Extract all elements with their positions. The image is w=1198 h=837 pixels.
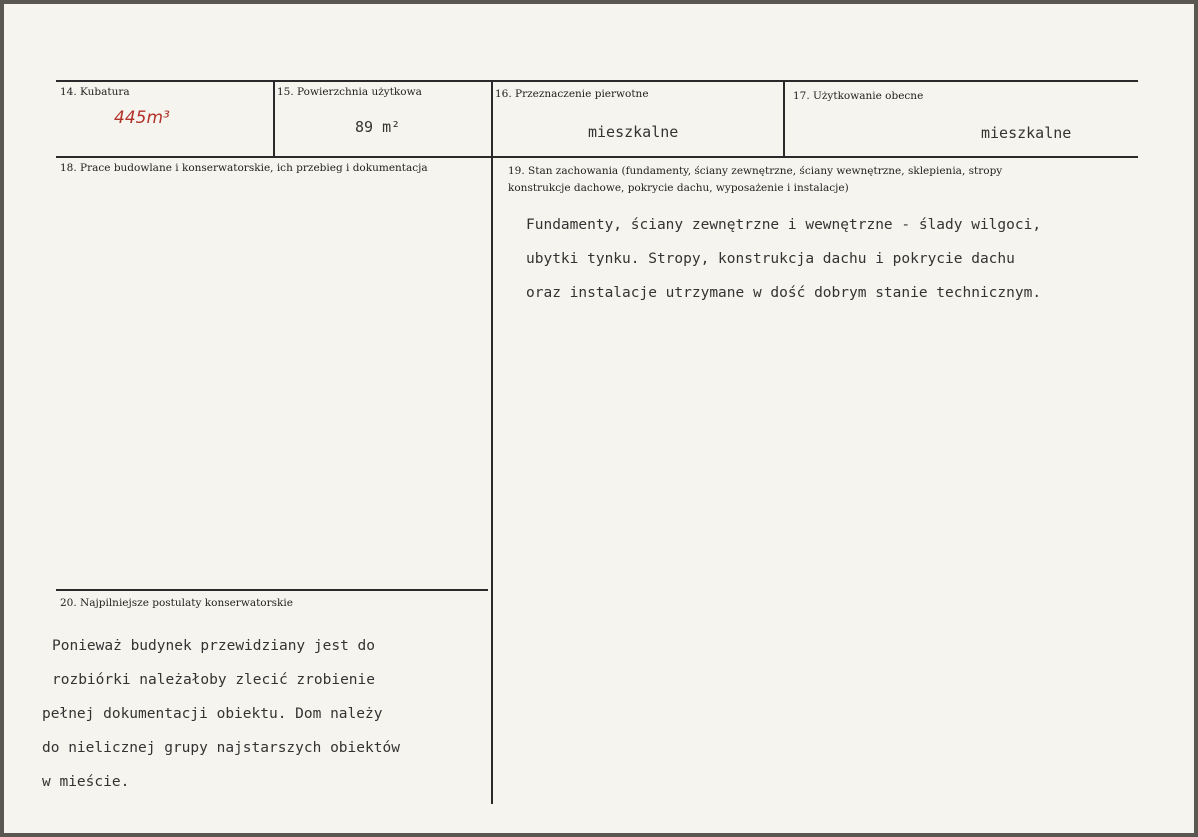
form-sheet xyxy=(4,4,1194,833)
header-row-bottom-rule xyxy=(56,156,1138,158)
stan-line-2: ubytki tynku. Stropy, konstrukcja dachu i pokrycie dachu xyxy=(526,251,1015,267)
postulaty-label: 20. Najpilniejsze postulaty konserwatorskie xyxy=(60,597,293,609)
postulaty-line-3: pełnej dokumentacji obiektu. Dom należy xyxy=(42,706,383,722)
kubatura-value: 445m³ xyxy=(114,108,170,128)
postulaty-line-1: Ponieważ budynek przewidziany jest do xyxy=(52,638,376,654)
postulaty-line-5: w mieście. xyxy=(42,774,130,790)
stan-label-line1: 19. Stan zachowania (fundamenty, ściany zewnętrzne, ściany wewnętrzne, sklepienia, stropy xyxy=(508,165,1003,177)
przeznaczenie-value: mieszkalne xyxy=(588,123,679,141)
divider-14-15 xyxy=(273,80,275,158)
uzytkowanie-value: mieszkalne xyxy=(981,124,1072,142)
powierzchnia-label: 15. Powierzchnia użytkowa xyxy=(277,86,422,98)
divider-16-17 xyxy=(783,80,785,158)
stan-label-line2: konstrukcje dachowe, pokrycie dachu, wyposażenie i instalacje) xyxy=(508,182,849,194)
section-20-top-rule xyxy=(56,589,488,591)
postulaty-description xyxy=(42,629,400,799)
przeznaczenie-label: 16. Przeznaczenie pierwotne xyxy=(495,88,649,100)
kubatura-label: 14. Kubatura xyxy=(60,86,130,98)
powierzchnia-value: 89 m² xyxy=(355,118,401,136)
prace-label: 18. Prace budowlane i konserwatorskie, ich przebieg i dokumentacja xyxy=(60,162,428,174)
postulaty-line-2: rozbiórki należałoby zlecić zrobienie xyxy=(52,672,376,688)
top-rule xyxy=(56,80,1138,82)
uzytkowanie-label: 17. Użytkowanie obecne xyxy=(793,90,924,102)
stan-line-3: oraz instalacje utrzymane w dość dobrym stanie technicznym. xyxy=(526,285,1042,301)
stan-line-1: Fundamenty, ściany zewnętrzne i wewnętrzne - ślady wilgoci, xyxy=(526,217,1042,233)
stan-description xyxy=(526,208,1041,310)
divider-15-16 xyxy=(491,80,493,804)
postulaty-line-4: do nielicznej grupy najstarszych obiektów xyxy=(42,740,400,756)
